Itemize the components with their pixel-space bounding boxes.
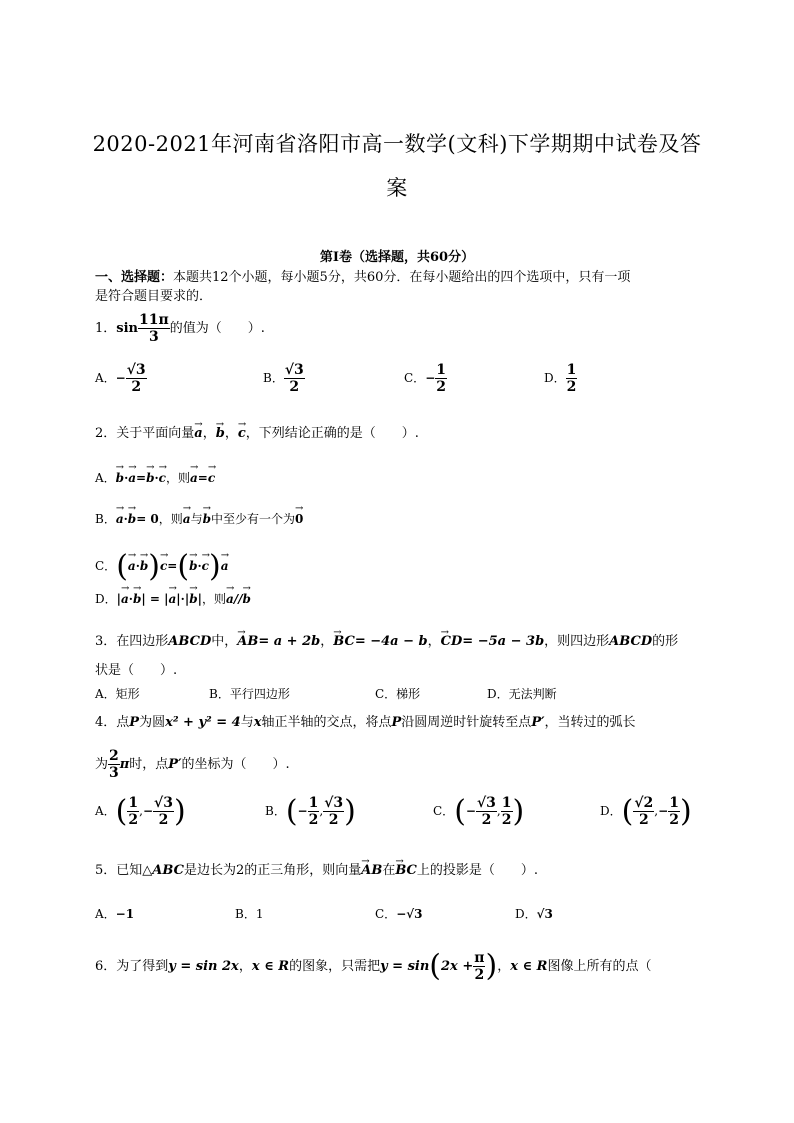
question-4-line2: 为 $\frac{2}{3}$ π时，点P′的坐标为（ ）. <box>95 748 290 781</box>
q1-sin: sin <box>116 321 138 336</box>
q1-option-d: D． $\frac{1}{2}$ <box>544 362 577 395</box>
q5-option-b: B．1 <box>235 907 264 921</box>
instructions-label: 一、选择题： <box>95 270 174 285</box>
instructions-line2: 是符合题目要求的． <box>95 289 213 304</box>
q4-option-a: A．( $\frac{1}{2}$ ,− $\frac{√3}{2}$ ) <box>95 794 186 829</box>
document-title-line2: 案 <box>386 176 408 200</box>
q3-option-a: A．矩形 <box>95 687 140 701</box>
q5-option-c: C．−√3 <box>375 907 423 921</box>
question-6-stem: 6．为了得到y = sin 2x，x ∈ R的图象，只需把y = sin(2x + $\frac{\pi}{2}$ )，x ∈ R图像上所有的点（ <box>95 948 652 984</box>
section-header: 第I卷（选择题，共60分） <box>319 250 475 265</box>
q4-option-d: D．( $\frac{√2}{2}$ ,− $\frac{1}{2}$ ) <box>600 794 692 829</box>
question-5-stem: 5．已知△ABC是边长为2的正三角形，则向量→ AB在→ BC上的投影是（ ）. <box>95 863 538 879</box>
instructions-line1 <box>95 270 630 286</box>
question-1-stem <box>95 312 265 345</box>
q2-option-c: C．(→ a·→ b)→ c=(→ b·→ c)→ a <box>95 549 228 584</box>
q1-frac-den: 3 <box>148 329 159 345</box>
question-4-line1: 4．点P为圆x² + y² = 4与x轴正半轴的交点，将点P沿圆周逆时针旋转至点P′，当转过的弧长 <box>95 715 636 730</box>
q1-fraction <box>138 312 170 345</box>
question-1-number: 1． <box>95 321 117 336</box>
q2-option-b: B．→ a·→ b= 0，则→ a与→ b中至少有一个为→ 0 <box>95 510 303 527</box>
q2-option-a: A．→ b·→ a=→ b·→ c，则→ a=→ c <box>95 469 215 486</box>
instructions-text: 本题共12个小题，每小题5分，共60分．在每小题给出的四个选项中，只有一项 <box>173 270 631 285</box>
question-2-stem: 2．关于平面向量→ a，→ b，→ c，下列结论正确的是（ ）. <box>95 426 419 442</box>
q5-option-a: A．−1 <box>95 907 135 921</box>
q2-option-d: D．|→ a·→ b| = |→ a|·|→ b|，则→ a//→ b <box>95 590 251 607</box>
q3-option-b: B．平行四边形 <box>209 687 290 701</box>
q3-option-d: D．无法判断 <box>487 687 557 701</box>
question-3-line1: 3．在四边形ABCD中，→ AB= a + 2b，→ BC= −4a − b，→ CD= −5a − 3b，则四边形ABCD的形 <box>95 634 678 650</box>
q1-option-a: A．− $\frac{√3}{2}$ <box>95 362 146 395</box>
q1-option-b: B． $\frac{√3}{2}$ <box>263 362 304 395</box>
q1-tail: 的值为（ ）. <box>169 321 265 336</box>
q4-option-b: B．(− $\frac{1}{2}$ , $\frac{√3}{2}$ ) <box>265 794 356 829</box>
q5-option-d: D．√3 <box>515 907 553 921</box>
q1-option-c: C．− $\frac{1}{2}$ <box>404 362 446 395</box>
document-title-line1: 2020-2021年河南省洛阳市高一数学(文科)下学期期中试卷及答 <box>92 132 702 156</box>
q4-option-c: C．(− $\frac{√3}{2}$ , $\frac{1}{2}$ ) <box>433 794 525 829</box>
q1-frac-num: 11π <box>139 312 169 328</box>
question-3-line2: 状是（ ）. <box>95 663 178 678</box>
q3-option-c: C．梯形 <box>375 687 421 701</box>
